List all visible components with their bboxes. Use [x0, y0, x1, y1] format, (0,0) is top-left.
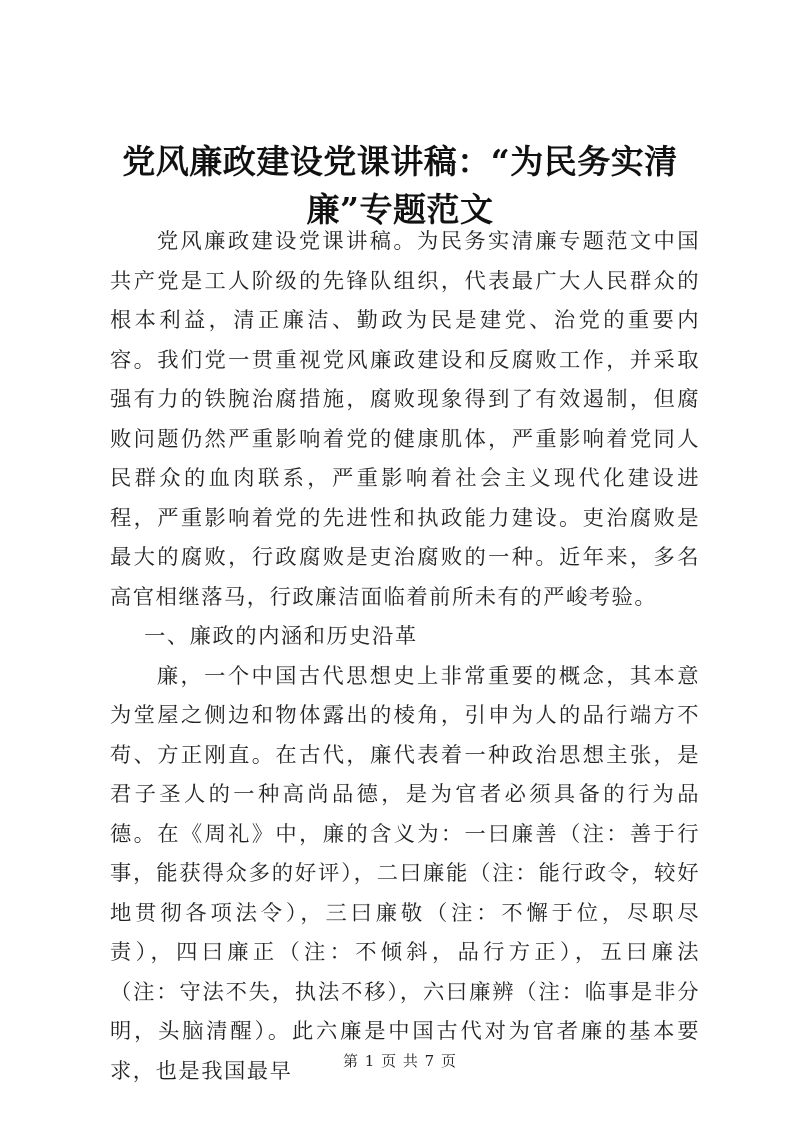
- page-footer: 第 1 页 共 7 页: [343, 1052, 457, 1070]
- document-title: 党风廉政建设党课讲稿：“为民务实清廉”专题范文: [122, 142, 678, 229]
- paragraph-lian-definition: 廉，一个中国古代思想史上非常重要的概念，其本意为堂屋之侧边和物体露出的棱角，引申为人的品行端方不苟、方正刚直。在古代，廉代表着一种政治思想主张，是君子圣人的一种高尚品德，是为官者必须具备的行为品德。在《周礼》中，廉的含义为：一曰廉善（注：善于行事，能获得众多的好评），二曰廉能（注：能行政令，较好地贯彻各项法令），三曰廉敬（注：不懈于位，尽职尽责），四曰廉正（注：不倾斜，品行方正），五曰廉法（注：守法不失，执法不移），六曰廉辨（注：临事是非分明，头脑清醒）。此六廉是中国古代对为官者廉的基本要求，也是我国最早: [110, 663, 700, 1084]
- document-body: [110, 222, 700, 1091]
- paragraph-intro: 党风廉政建设党课讲稿。为民务实清廉专题范文中国共产党是工人阶级的先锋队组织，代表最广大人民群众的根本利益，清正廉洁、勤政为民是建党、治党的重要内容。我们党一贯重视党风廉政建设和反腐败工作，并采取强有力的铁腕治腐措施，腐败现象得到了有效遏制，但腐败问题仍然严重影响着党的健康肌体，严重影响着党同人民群众的血肉联系，严重影响着社会主义现代化建设进程，严重影响着党的先进性和执政能力建设。吏治腐败是最大的腐败，行政腐败是吏治腐败的一种。近年来，多名高官相继落马，行政廉洁面临着前所未有的严峻考验。: [110, 229, 700, 610]
- section-heading: 一、廉政的内涵和历史沿革: [144, 624, 418, 649]
